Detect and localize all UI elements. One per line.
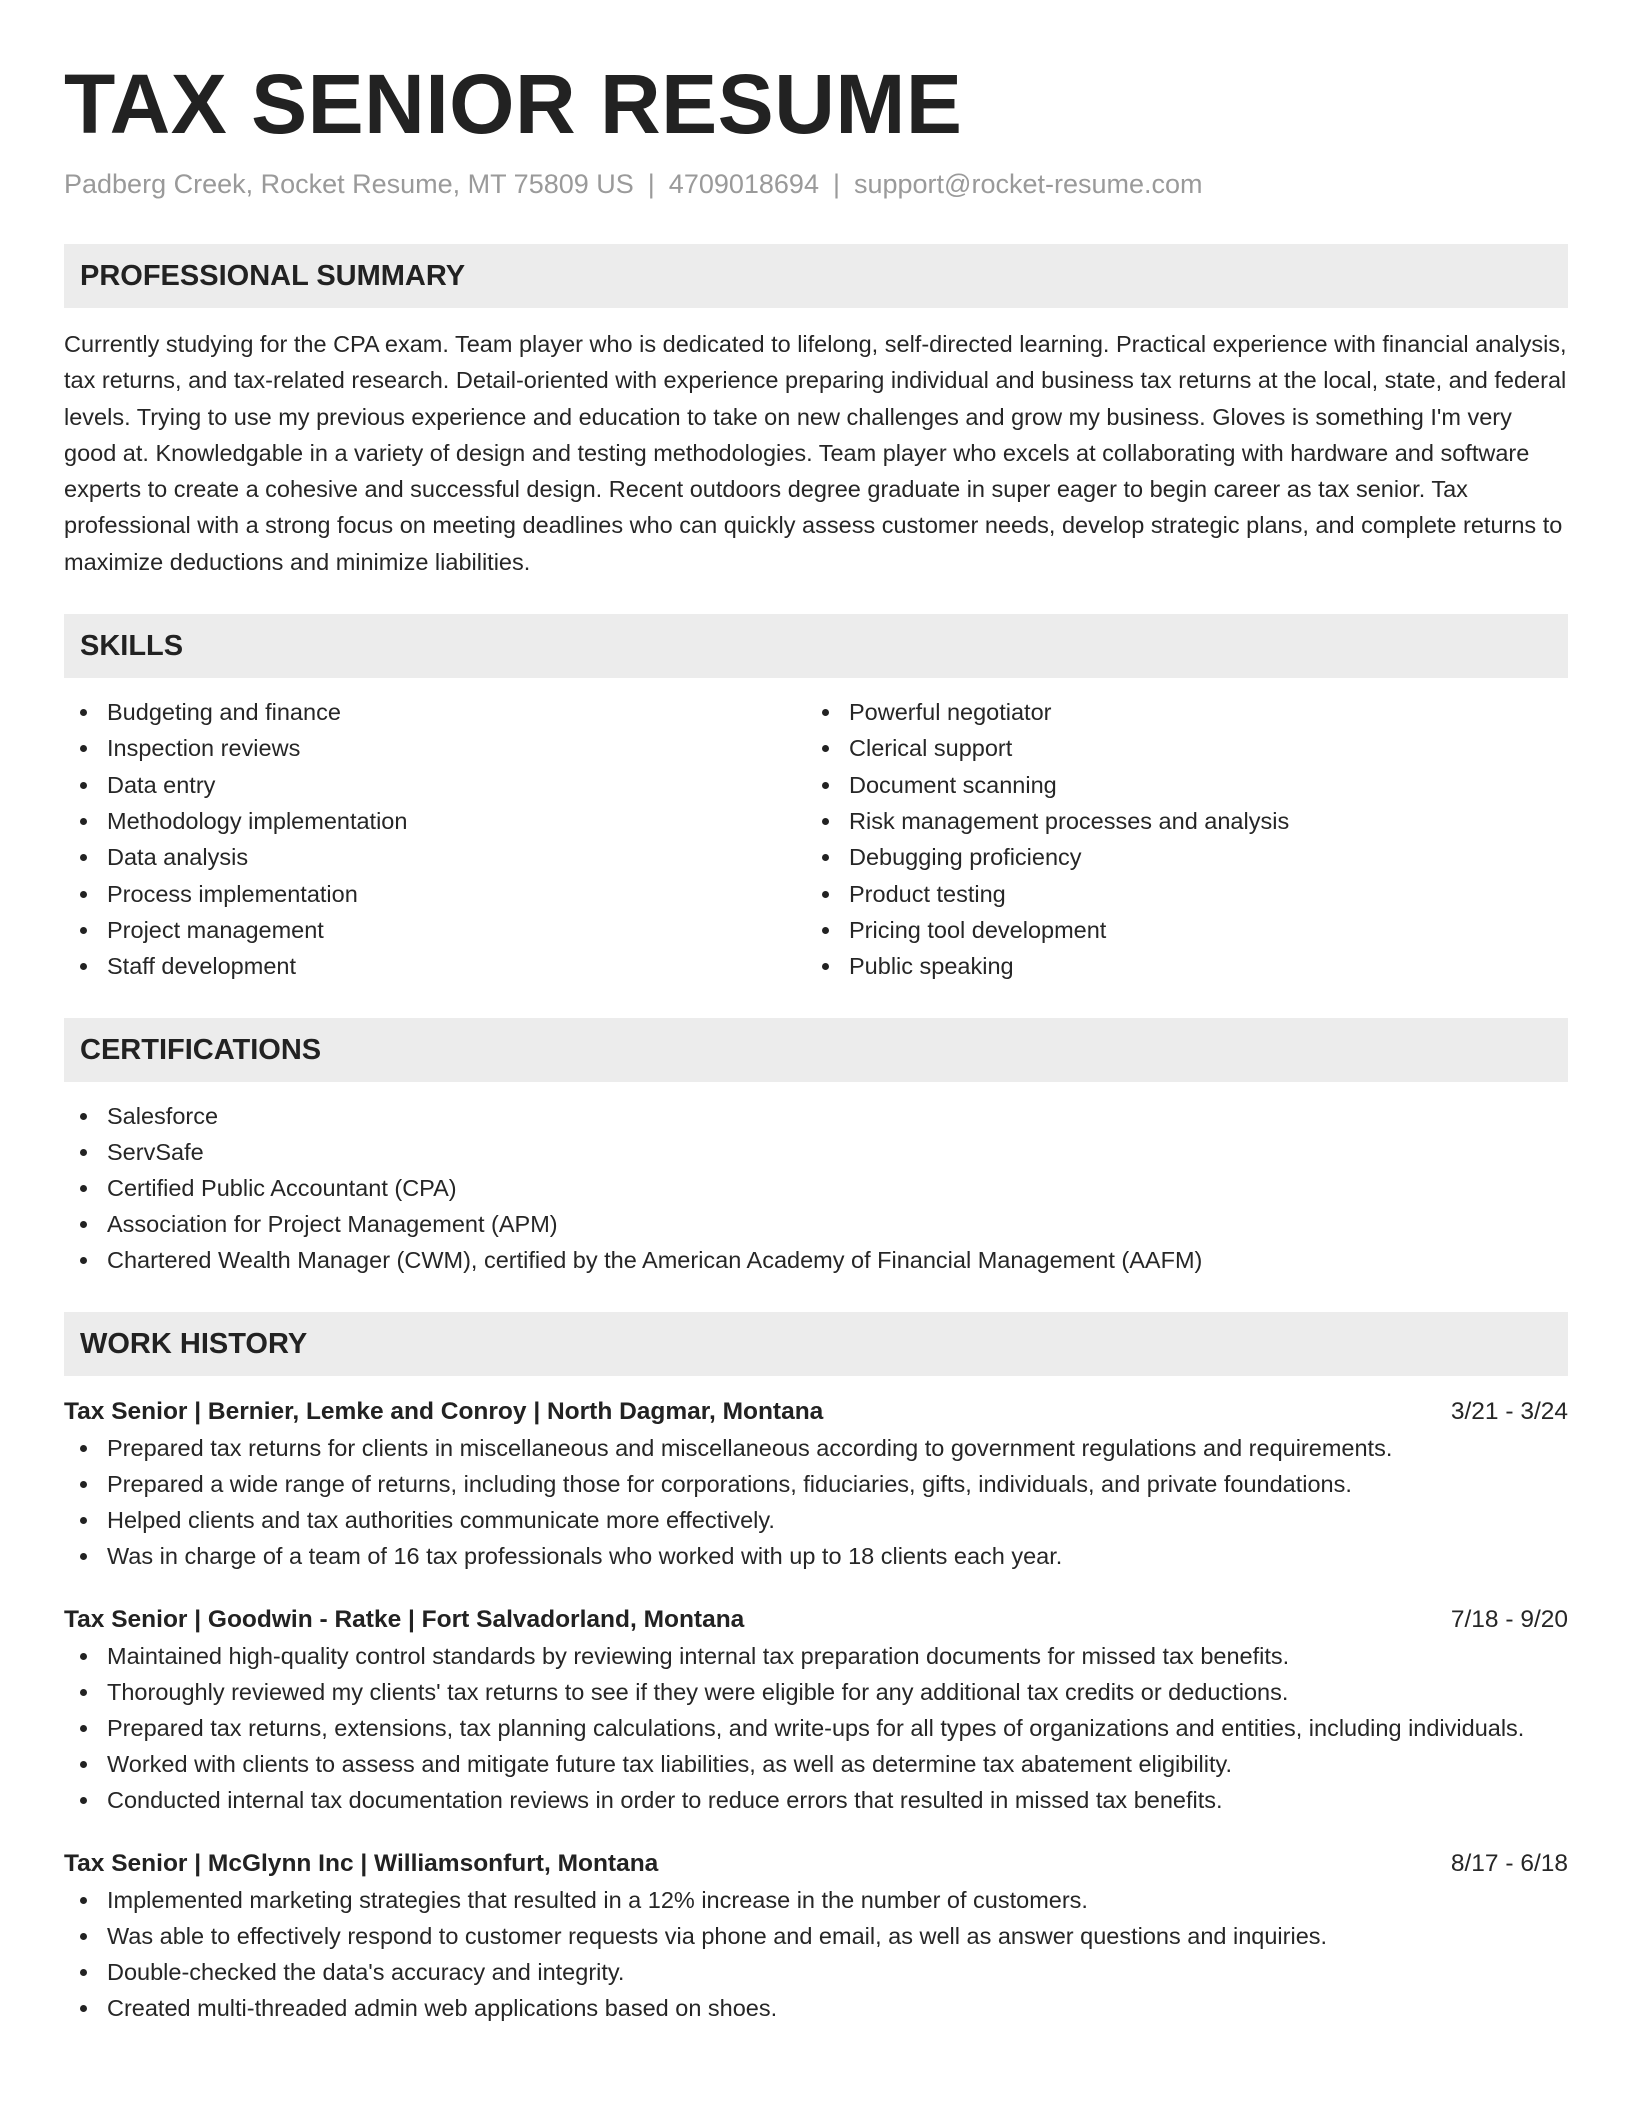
job-bullet: Worked with clients to assess and mitigate future tax liabilities, as well as determine tax abatement eligibility. — [107, 1746, 1568, 1782]
job-bullets — [64, 1638, 1568, 1818]
job-title: Tax Senior | Goodwin - Ratke | Fort Salvadorland, Montana — [64, 1606, 745, 1634]
work-history-heading: WORK HISTORY — [64, 1312, 1568, 1376]
certification-item: ServSafe — [107, 1134, 1568, 1170]
skills-column-left — [64, 694, 806, 984]
contact-separator: | — [647, 169, 655, 199]
contact-line — [64, 166, 1568, 202]
contact-email: support@rocket-resume.com — [853, 169, 1203, 199]
job-bullets — [64, 1430, 1568, 1574]
skill-item: Budgeting and finance — [107, 694, 806, 730]
skill-item: Public speaking — [849, 948, 1548, 984]
job-bullet: Created multi-threaded admin web applications based on shoes. — [107, 1990, 1568, 2026]
job-header — [64, 1602, 1568, 1638]
skills-heading: SKILLS — [64, 614, 1568, 678]
skills-section — [64, 614, 1568, 984]
job-bullet: Was able to effectively respond to customer requests via phone and email, as well as answer questions and inquiries. — [107, 1918, 1568, 1954]
job-bullet: Prepared tax returns for clients in miscellaneous and miscellaneous according to government regulations and requirements. — [107, 1430, 1568, 1466]
skills-grid — [64, 694, 1568, 984]
skill-item: Data entry — [107, 767, 806, 803]
job-title: Tax Senior | McGlynn Inc | Williamsonfurt, Montana — [64, 1850, 659, 1878]
job-header — [64, 1394, 1568, 1430]
skills-list-right — [806, 694, 1548, 984]
job-header — [64, 1846, 1568, 1882]
certifications-section — [64, 1018, 1568, 1278]
skill-item: Project management — [107, 912, 806, 948]
job-bullet: Prepared tax returns, extensions, tax planning calculations, and write-ups for all types of organizations and entities, including individuals. — [107, 1710, 1568, 1746]
contact-phone: 4709018694 — [668, 169, 819, 199]
summary-text: Currently studying for the CPA exam. Team player who is dedicated to lifelong, self-directed learning. Practical experience with financial analysis, tax returns, and tax-related research. Detail-oriented with experience preparing individual and business tax returns at the local, state, and federal levels. Trying to use my previous experience and education to take on new challenges and grow my business. Gloves is something I'm very good at. Knowledgable in a variety of design and testing methodologies. Team player who excels at collaborating with hardware and software experts to create a cohesive and successful design. Recent outdoors degree graduate in super eager to begin career as tax senior. Tax professional with a strong focus on meeting deadlines who can quickly assess customer needs, develop strategic plans, and complete returns to maximize deductions and minimize liabilities. — [64, 331, 1567, 575]
skill-item: Clerical support — [849, 730, 1548, 766]
skill-item: Data analysis — [107, 839, 806, 875]
certification-item: Certified Public Accountant (CPA) — [107, 1170, 1568, 1206]
job-dates: 8/17 - 6/18 — [1450, 1850, 1568, 1878]
skill-item: Document scanning — [849, 767, 1548, 803]
resume-title: TAX SENIOR RESUME — [64, 57, 963, 151]
job-dates: 3/21 - 3/24 — [1450, 1398, 1568, 1426]
job-entry — [64, 1846, 1568, 2026]
certification-item: Salesforce — [107, 1098, 1568, 1134]
skill-item: Pricing tool development — [849, 912, 1548, 948]
job-bullet: Double-checked the data's accuracy and integrity. — [107, 1954, 1568, 1990]
job-bullet: Implemented marketing strategies that resulted in a 12% increase in the number of customers. — [107, 1882, 1568, 1918]
skills-list-left — [64, 694, 806, 984]
job-bullet: Helped clients and tax authorities communicate more effectively. — [107, 1502, 1568, 1538]
skill-item: Process implementation — [107, 876, 806, 912]
job-bullet: Maintained high-quality control standards by reviewing internal tax preparation documents for missed tax benefits. — [107, 1638, 1568, 1674]
skill-item: Staff development — [107, 948, 806, 984]
contact-address: Padberg Creek, Rocket Resume, MT 75809 US — [64, 169, 634, 199]
job-bullet: Was in charge of a team of 16 tax professionals who worked with up to 18 clients each year. — [107, 1538, 1568, 1574]
job-entry — [64, 1602, 1568, 1818]
skill-item: Powerful negotiator — [849, 694, 1548, 730]
job-bullet: Thoroughly reviewed my clients' tax returns to see if they were eligible for any additional tax credits or deductions. — [107, 1674, 1568, 1710]
certifications-list — [64, 1098, 1568, 1278]
job-title: Tax Senior | Bernier, Lemke and Conroy | North Dagmar, Montana — [64, 1398, 824, 1426]
work-history-section — [64, 1312, 1568, 2026]
skill-item: Product testing — [849, 876, 1548, 912]
skills-column-right — [806, 694, 1548, 984]
skill-item: Methodology implementation — [107, 803, 806, 839]
job-dates: 7/18 - 9/20 — [1450, 1606, 1568, 1634]
job-bullet: Prepared a wide range of returns, including those for corporations, fiduciaries, gifts, individuals, and private foundations. — [107, 1466, 1568, 1502]
skill-item: Debugging proficiency — [849, 839, 1548, 875]
certifications-heading: CERTIFICATIONS — [64, 1018, 1568, 1082]
summary-heading: PROFESSIONAL SUMMARY — [64, 244, 1568, 308]
contact-separator: | — [832, 169, 840, 199]
job-bullet: Conducted internal tax documentation reviews in order to reduce errors that resulted in missed tax benefits. — [107, 1782, 1568, 1818]
job-bullets — [64, 1882, 1568, 2026]
summary-section — [64, 244, 1568, 580]
skill-item: Risk management processes and analysis — [849, 803, 1548, 839]
skill-item: Inspection reviews — [107, 730, 806, 766]
job-entry — [64, 1394, 1568, 1574]
certification-item: Chartered Wealth Manager (CWM), certified by the American Academy of Financial Management (AAFM) — [107, 1242, 1568, 1278]
resume-page — [64, 0, 1568, 2026]
certification-item: Association for Project Management (APM) — [107, 1206, 1568, 1242]
